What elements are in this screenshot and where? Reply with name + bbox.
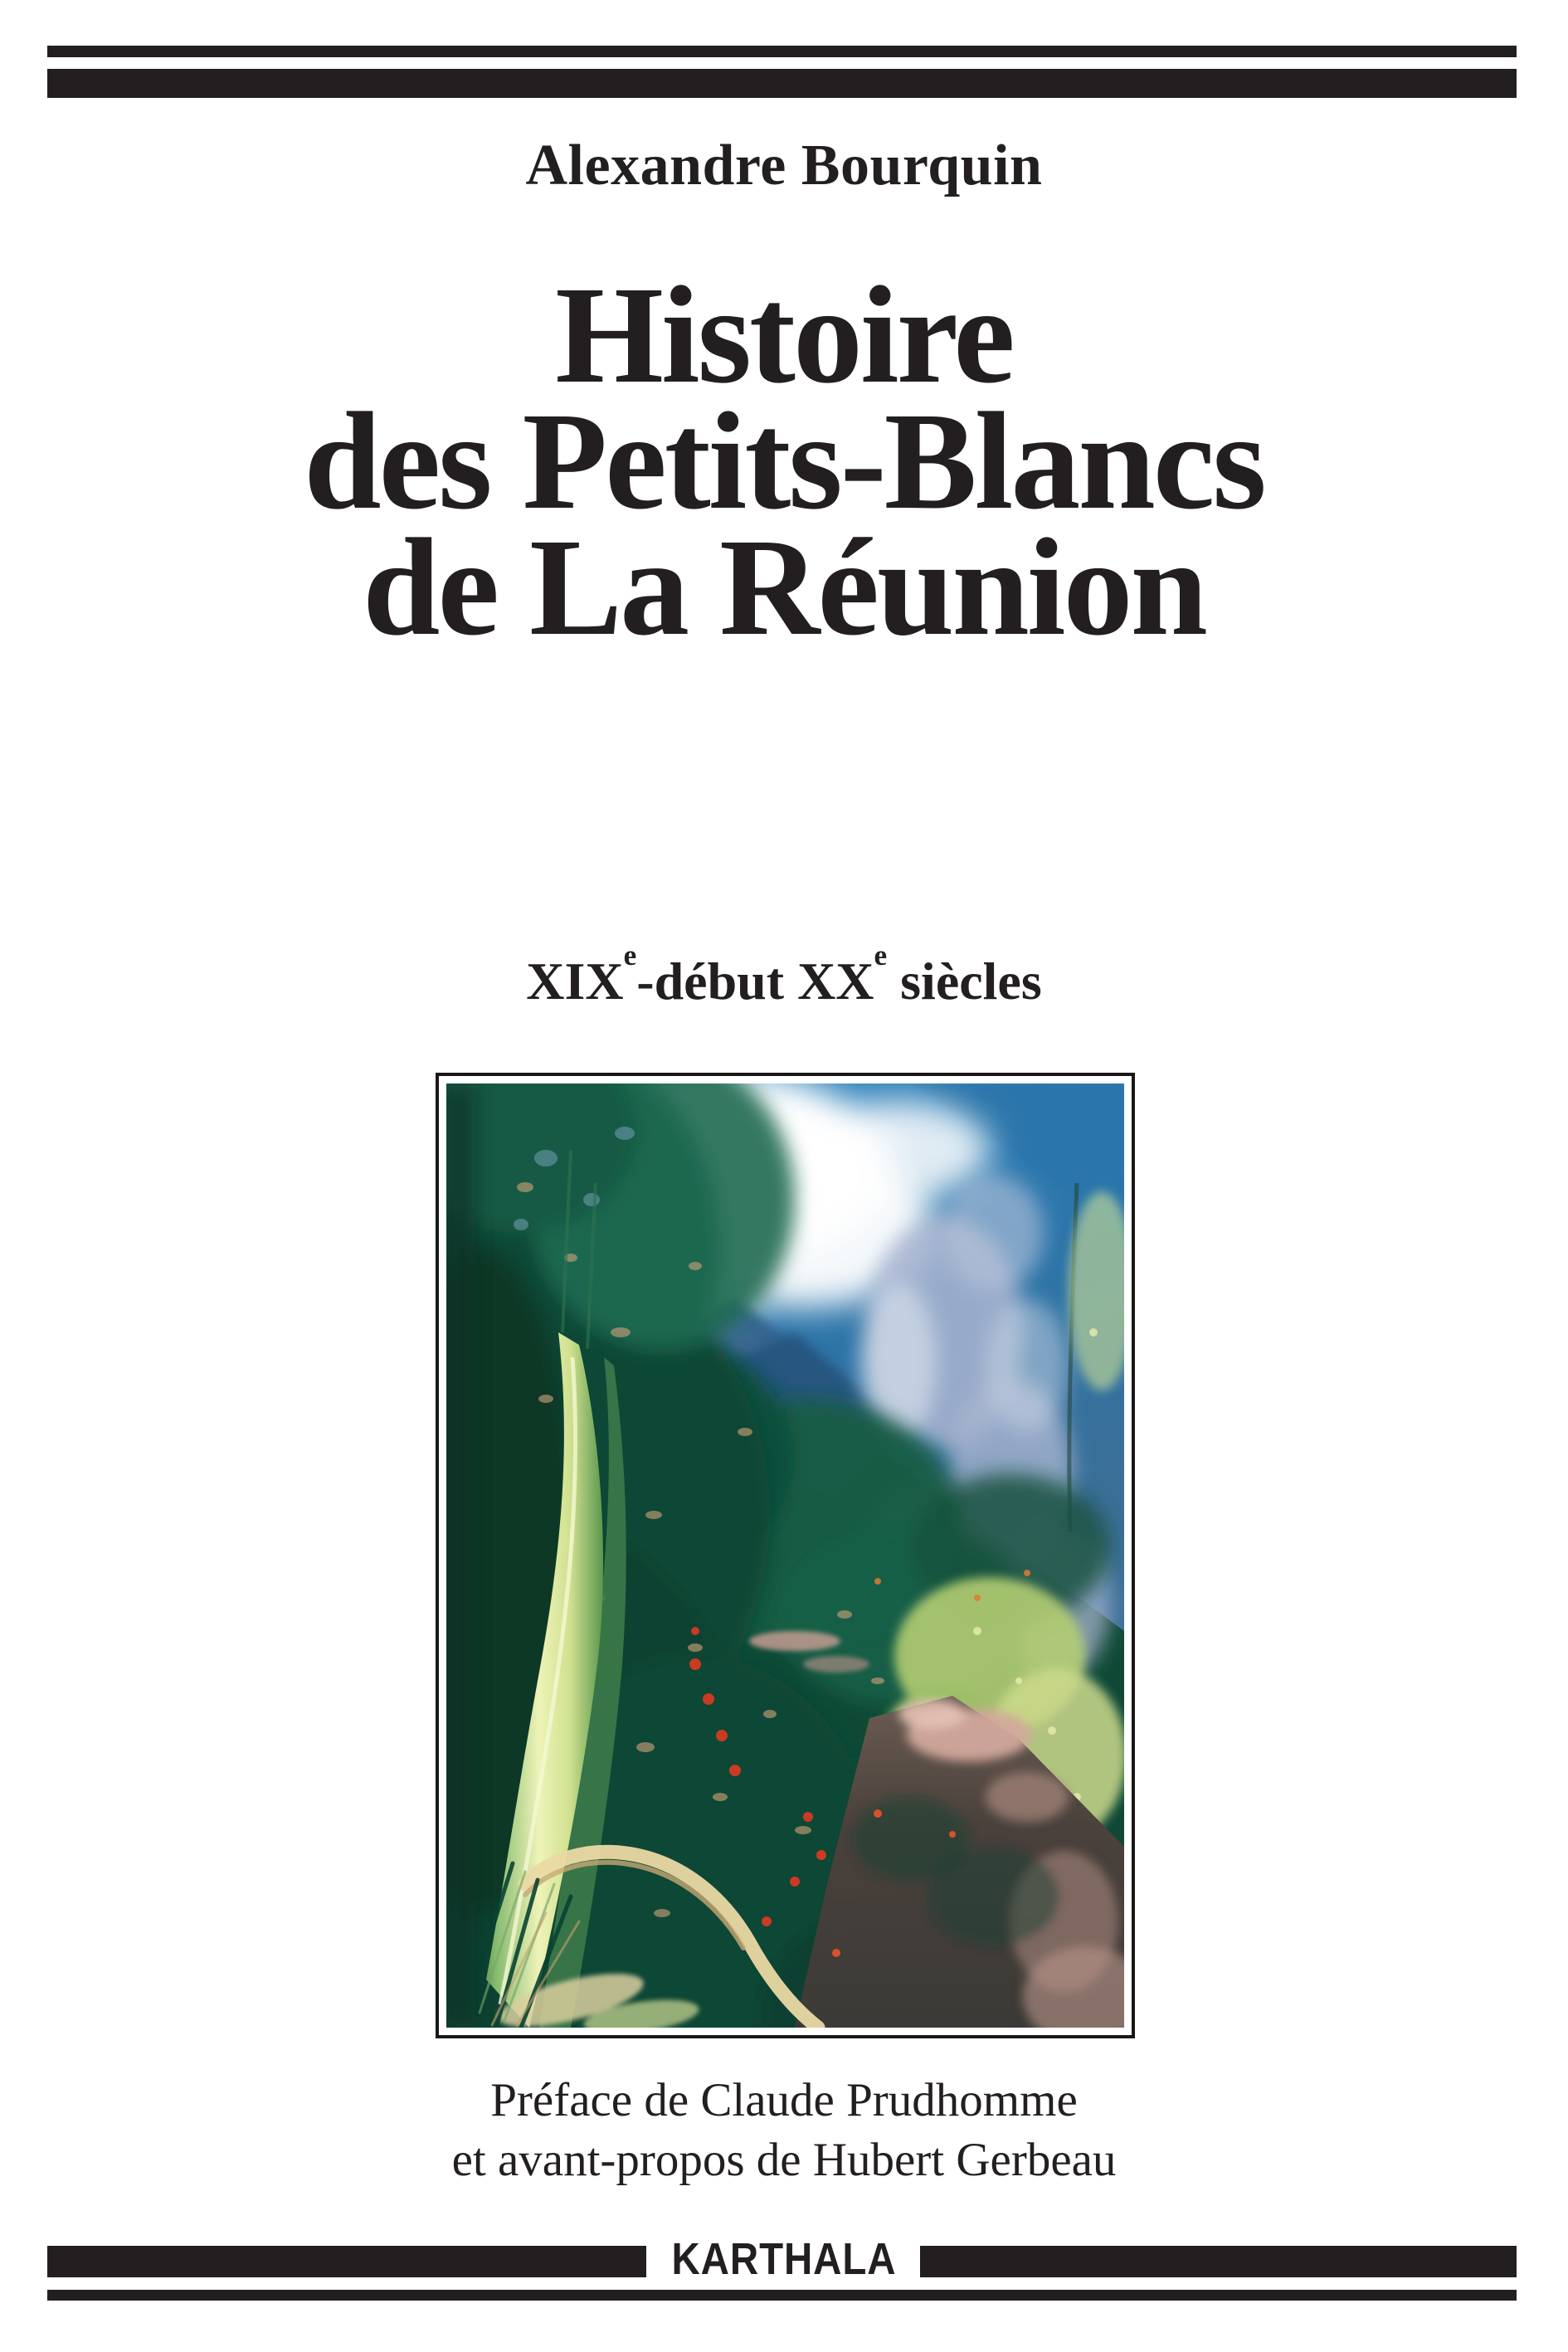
title-line-2: des Petits-Blancs xyxy=(304,384,1264,538)
preface-credits xyxy=(0,2071,1568,2190)
author-name: Alexandre Bourquin xyxy=(525,134,1043,197)
subtitle-part-2: -début XX xyxy=(636,952,874,1010)
cover-photo-frame xyxy=(436,1073,1135,2038)
cover-photo xyxy=(446,1083,1124,2028)
bottom-thin-rule xyxy=(47,2290,1517,2301)
publisher-wordmark: KARTHALA xyxy=(671,2234,897,2284)
publisher-name xyxy=(0,2234,1568,2284)
subtitle-superscript-2: e xyxy=(874,939,888,972)
subtitle xyxy=(0,939,1568,1012)
preface-line-1: Préface de Claude Prudhomme xyxy=(490,2074,1078,2126)
top-thick-rule xyxy=(47,69,1517,98)
subtitle-superscript-1: e xyxy=(623,939,637,972)
title-line-3: de La Réunion xyxy=(363,510,1205,665)
title-line-1: Histoire xyxy=(555,258,1013,412)
subtitle-part-3: siècles xyxy=(887,952,1042,1010)
preface-line-2: et avant-propos de Hubert Gerbeau xyxy=(451,2134,1117,2186)
left-edge-shadow xyxy=(446,1083,475,2028)
subtitle-part-1: XIX xyxy=(526,952,624,1010)
book-title xyxy=(0,258,1568,665)
top-thin-rule xyxy=(47,46,1517,57)
